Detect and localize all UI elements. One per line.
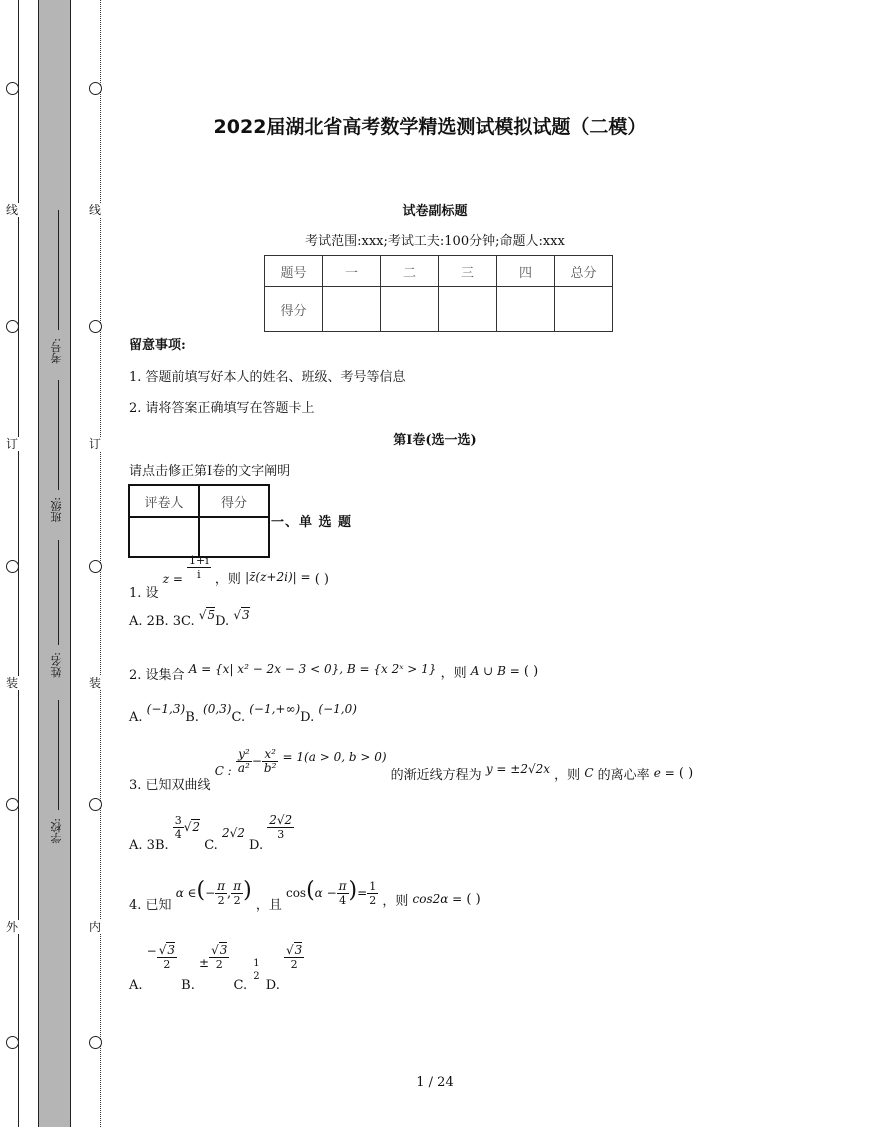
q2-set-a: A = {x| x² − 2x − 3 < 0} (188, 662, 340, 676)
q4-prefix: 4. 已知 (129, 898, 172, 913)
q4-a-den: 2 (163, 958, 171, 971)
q3-option-d: D. (249, 838, 264, 853)
q4-comma: , (227, 886, 232, 901)
score-cell[interactable] (555, 287, 613, 332)
q4-b-den: 2 (215, 958, 223, 971)
q4-c-den: 2 (253, 970, 260, 982)
page-number: 1 / 24 (416, 1075, 454, 1090)
punch-hole (6, 798, 19, 811)
q3-d-frac (267, 814, 294, 841)
q4-frac-pi2b (231, 880, 243, 907)
binding-margin (0, 0, 110, 1127)
margin-line (70, 0, 71, 1127)
q2-expr: A ∪ B = (470, 664, 520, 678)
q3-mid2: ，则 (554, 768, 581, 783)
q2-set-b: , B = {x 2ˣ > 1} (339, 662, 437, 676)
q3-blank: ( ) (678, 766, 694, 781)
q2-d-value: (−1,0) (318, 702, 357, 716)
grader-table (128, 484, 270, 558)
kaohao-label: 考号: (50, 338, 63, 364)
q1-option-d: D. (215, 614, 230, 629)
q2-option-b: B. (185, 710, 199, 725)
margin-char-ding: 订 (88, 437, 101, 451)
q1-num: 1+i (189, 554, 209, 567)
xuexiao-line (58, 700, 59, 810)
q4-frac-pi2 (215, 880, 227, 907)
notice-heading: 留意事项: (129, 338, 186, 353)
q4-option-d: D. (265, 978, 280, 993)
score-table-header: 三 (439, 256, 497, 287)
punch-hole (6, 560, 19, 573)
q4-option-a: A. (129, 978, 143, 993)
q1-option-a: A. 2 (129, 614, 155, 629)
q4-a-sqrt3: 3 (167, 943, 176, 957)
subtitle: 试卷副标题 (402, 204, 468, 219)
banji-line (58, 380, 59, 490)
question-1 (129, 554, 329, 601)
q4-pi: π (217, 879, 226, 893)
q3-mid1: 的渐近线方程为 (390, 768, 482, 783)
score-row-label: 得分 (265, 287, 323, 332)
part-heading: 一、单 选 题 (271, 515, 353, 530)
q3-b2: b² (263, 761, 277, 775)
q3-c-value: 2√2 (221, 826, 245, 840)
q4-frac-half (367, 880, 378, 907)
q3-c-symbol: C (584, 766, 594, 780)
q3-d-den: 3 (277, 828, 285, 841)
exam-info: 考试范围:xxx;考试工夫:100分钟;命题人:xxx (305, 234, 565, 249)
q2-c-value: (−1,+∞) (249, 702, 301, 716)
q2-a-value: (−1,3) (146, 702, 186, 716)
score-table-header: 题号 (265, 256, 323, 287)
q4-two: 2 (369, 894, 377, 907)
q1-fraction (187, 554, 211, 581)
punch-hole (89, 1036, 102, 1049)
q4-options (129, 943, 304, 993)
q4-option-c: C. (233, 978, 248, 993)
q3-b-den: 4 (174, 828, 182, 841)
q4-frac-pi4 (337, 880, 349, 907)
q4-cos: cos (285, 886, 307, 900)
score-table (264, 255, 613, 332)
q2-b-value: (0,3) (203, 702, 232, 716)
q3-a2: a² (237, 761, 250, 775)
q4-b-sqrt3: 3 (219, 943, 228, 957)
q1-mid: ，则 (214, 572, 241, 587)
q1-option-b: B. 3 (154, 614, 182, 629)
score-cell[interactable] (381, 287, 439, 332)
score-table-header: 四 (497, 256, 555, 287)
q1-options: A. 2B. 3C. √5D. √3 (129, 608, 250, 629)
q4-pi: π (233, 879, 242, 893)
punch-hole (6, 1036, 19, 1049)
q2-option-d: D. (300, 710, 315, 725)
notice-item: 2. 请将答案正确填写在答题卡上 (129, 401, 315, 416)
q2-options (129, 702, 357, 725)
margin-char-nei: 内 (88, 920, 101, 934)
punch-hole (89, 82, 102, 95)
q3-b-num: 3 (174, 814, 182, 827)
q3-options: A. 3B. $\frac{3}{4}$ √2 C. 2√2 D. $\frac{2√2}{3}$ (129, 813, 293, 853)
question-2 (129, 658, 539, 683)
q3-b-frac (173, 814, 184, 841)
section-title: 第I卷(选一选) (393, 433, 477, 448)
q3-prefix: 3. 已知双曲线 (129, 778, 211, 793)
margin-char-ding: 订 (5, 437, 18, 451)
q4-b-frac: $\frac{√3}{2}$ (211, 943, 228, 971)
q1-c-value: 5 (207, 608, 216, 622)
q4-alpha-in: α ∈ (175, 886, 197, 900)
kaohao-line (58, 210, 59, 330)
q4-mid: ，且 (255, 898, 282, 913)
score-table-header: 一 (323, 256, 381, 287)
banji-label: 班级: (50, 497, 63, 523)
q4-d-den: 2 (290, 958, 298, 971)
q4-d-frac: $\frac{√3}{2}$ (286, 943, 303, 971)
q4-two: 2 (233, 894, 241, 907)
section-note: 请点击修正第I卷的文字阐明 (129, 464, 291, 479)
q4-a-frac: $\frac{√3}{2}$ (158, 943, 176, 971)
q1-expr: |z̄(z+2i)| = (245, 570, 311, 584)
q1-den: i (197, 568, 201, 581)
q3-frac-y (236, 748, 252, 775)
q4-alpha-minus: α − (314, 886, 337, 900)
q4-blank: ( ) (466, 892, 481, 907)
punch-hole (89, 560, 102, 573)
q3-y2: y² (236, 748, 252, 762)
q4-a-sign: − (146, 944, 157, 958)
q3-option-b: B. (154, 838, 169, 853)
margin-char-xian: 线 (5, 203, 18, 217)
q4-c-num: 1 (253, 957, 260, 969)
score-cell[interactable] (497, 287, 555, 332)
question-3 (129, 747, 694, 793)
margin-gray-band (38, 0, 70, 1127)
notice-item: 1. 答题前填写好本人的姓名、班级、考号等信息 (129, 370, 406, 385)
margin-line (38, 0, 39, 1127)
xingming-line (58, 540, 59, 645)
grader-cell[interactable] (129, 517, 199, 557)
question-4: 4. 已知 α ∈(− $\frac{\pi}{2}$ , $\frac{\pi}{2}$ ) ，且 cos(α − $\frac{\pi}{4}$ )= $\frac{1}{2}$ ，则 cos2α = ( ) (129, 878, 481, 913)
q1-option-c: C. (181, 614, 195, 629)
margin-char-zhuang: 装 (88, 676, 101, 690)
q1-blank: ( ) (314, 572, 329, 587)
q1-prefix: 1. 设 (129, 586, 159, 601)
score-cell[interactable] (439, 287, 497, 332)
q3-curve: C : (214, 764, 232, 778)
q2-prefix: 2. 设集合 (129, 668, 185, 683)
q2-blank: ( ) (523, 664, 539, 679)
q3-option-c: C. (204, 838, 218, 853)
q4-tail: ，则 (382, 894, 409, 909)
q4-c-frac (251, 957, 261, 983)
score-table-header: 二 (381, 256, 439, 287)
q4-expr: cos2α = (412, 892, 463, 906)
q2-option-a: A. (129, 710, 143, 725)
punch-hole (89, 320, 102, 333)
q4-two: 2 (217, 894, 225, 907)
q4-pi: π (338, 879, 347, 893)
q3-e: e = (653, 766, 675, 780)
xingming-label: 姓名: (50, 652, 63, 678)
q4-eq: = (357, 886, 368, 900)
grader-header: 评卷人 (129, 485, 199, 517)
score-cell[interactable] (323, 287, 381, 332)
q1-z: z = (162, 572, 183, 586)
q3-minus: − (251, 754, 262, 768)
q3-d-num: 2√2 (269, 813, 293, 827)
xuexiao-label: 学校: (50, 818, 63, 844)
q2-option-c: C. (231, 710, 246, 725)
margin-char-zhuang: 装 (5, 676, 18, 690)
grader-header: 得分 (199, 485, 269, 517)
q2-tail: ，则 (440, 666, 467, 681)
q3-mid3: 的离心率 (597, 768, 650, 783)
grader-cell[interactable] (199, 517, 269, 557)
q4-option-b: B. (181, 978, 195, 993)
q3-asymptote: y = ±2√2x (485, 762, 551, 776)
q3-x2: x² (262, 748, 279, 762)
q4-b-sign: ± (199, 956, 210, 970)
q1-d-value: 3 (241, 608, 250, 622)
q3-cond: = 1(a > 0, b > 0) (282, 750, 387, 764)
punch-hole (6, 320, 19, 333)
q4-d-sqrt3: 3 (294, 943, 303, 957)
q3-frac-x (262, 748, 279, 775)
punch-hole (89, 798, 102, 811)
q4-four: 4 (339, 894, 347, 907)
q3-option-a: A. 3 (129, 838, 155, 853)
q4-one: 1 (369, 880, 377, 893)
margin-char-wai: 外 (5, 920, 18, 934)
q3-b-rad: 2 (192, 820, 201, 834)
punch-hole (6, 82, 19, 95)
margin-char-xian: 线 (88, 203, 101, 217)
score-table-header: 总分 (555, 256, 613, 287)
page-title: 2022届湖北省高考数学精选测试模拟试题（二模） (213, 116, 647, 138)
